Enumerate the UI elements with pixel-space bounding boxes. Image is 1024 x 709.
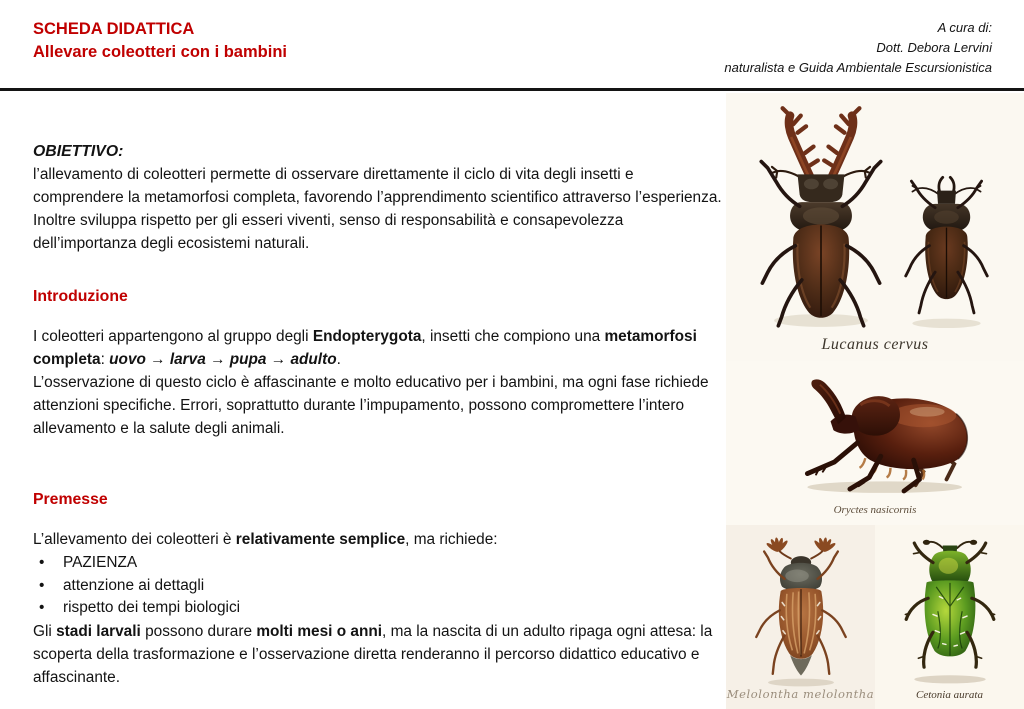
obiettivo-paragraph: l’allevamento di coleotteri permette di osservare direttamente il ciclo di vita degli insetti e comprendere la metamorfosi completa, favorendo l’apprendimento scientifico attraverso l’esperienza. Inoltre sviluppa rispetto per gli esseri viventi, senso di responsabilità e consapevolezza dell’importanza degli ecosistemi naturali. xyxy=(33,166,722,252)
figure-caption-melolontha: Melolontha melolontha xyxy=(726,687,875,701)
stag-beetle-female-illustration xyxy=(899,166,994,329)
figure-melolontha xyxy=(726,525,875,709)
introduzione-sentence-2: L’osservazione di questo ciclo è affascinante e molto educativo per i bambini, ma ogni fase richiede attenzioni specifiche. Errori, soprattutto durante l’impupamento, possono compromettere l’intero allevamento e la salute degli animali. xyxy=(33,374,709,437)
title-line-1: SCHEDA DIDATTICA xyxy=(33,20,195,38)
header xyxy=(33,18,992,78)
bullet-item-dettagli: • attenzione ai dettagli xyxy=(33,575,723,598)
title-line-2: Allevare coleotteri con i bambini xyxy=(33,43,287,61)
figure-cetonia-aurata xyxy=(875,525,1024,709)
bullet-item-tempi: • rispetto dei tempi biologici xyxy=(33,597,723,620)
main-text-column xyxy=(33,140,723,689)
introduzione-sentence-1: I coleotteri appartengono al gruppo degli Endopterygota, insetti che compiono una metamorfosi completa: uovo → larva → pupa → adulto. xyxy=(33,328,697,368)
figure-caption-cetonia: Cetonia aurata xyxy=(916,689,983,701)
premesse-bullet-list xyxy=(33,552,723,620)
figure-caption-oryctes: Oryctes nasicornis xyxy=(833,504,917,516)
figure-oryctes-nasicornis xyxy=(726,361,1024,525)
credit-line-2: Dott. Debora Lervini xyxy=(876,40,992,55)
rose-chafer-beetle-illustration xyxy=(897,535,1003,685)
introduzione-paragraph xyxy=(33,325,723,440)
credit-line-3: naturalista e Guida Ambientale Escursionistica xyxy=(724,60,992,75)
figure-caption-lucanus: Lucanus cervus xyxy=(821,336,929,353)
stag-beetle-male-illustration xyxy=(757,105,885,329)
stag-beetles-pair xyxy=(726,93,1024,329)
cockchafer-beetle-illustration xyxy=(750,535,852,688)
obiettivo-heading: OBIETTIVO: xyxy=(33,143,124,160)
bullet-item-pazienza: • PAZIENZA xyxy=(33,552,723,575)
page-title xyxy=(33,18,287,78)
figure-lucanus-cervus xyxy=(726,93,1024,361)
figure-bottom-row xyxy=(726,525,1024,709)
premesse-outro: Gli stadi larvali possono durare molti mesi o anni, ma la nascita di un adulto ripaga ogni attesa: la scoperta della trasformazione e l’osservazione diretta renderanno il percorso didattico educativo e affascinante. xyxy=(33,622,713,686)
credit-line-1: A cura di: xyxy=(937,20,992,35)
author-credit xyxy=(724,18,992,78)
premesse-heading: Premesse xyxy=(33,491,108,508)
rhinoceros-beetle-illustration xyxy=(759,369,991,497)
header-divider xyxy=(0,88,1024,91)
figures-column xyxy=(726,93,1024,709)
introduzione-heading: Introduzione xyxy=(33,288,128,305)
premesse-intro: L’allevamento dei coleotteri è relativamente semplice, ma richiede: xyxy=(33,531,498,548)
